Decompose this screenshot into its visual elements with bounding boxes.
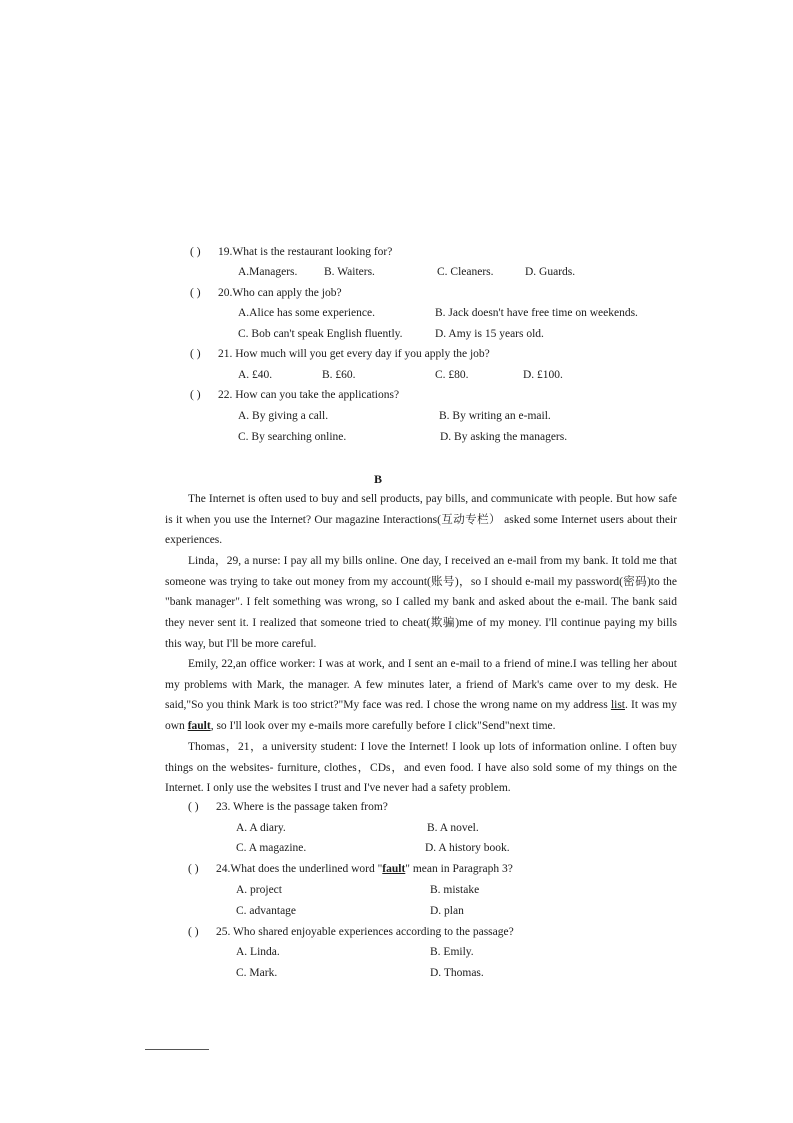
question-20 (190, 287, 342, 299)
option-b: B. Waiters. (324, 266, 375, 278)
answer-blank[interactable]: ( ) (190, 389, 201, 401)
question-stem: 25. Who shared enjoyable experiences according to the passage? (216, 926, 514, 938)
option-b: B. Jack doesn't have free time on weekends. (435, 307, 638, 319)
question-24 (188, 863, 513, 875)
paragraph-thomas: Thomas，21，a university student: I love the Internet! I look up lots of information online. I often buy things on the websites- furniture, clothes，CDs，and even food. I have also sold some of my things on the Internet. I only use the websites I trust and I've never had a safety problem. (165, 741, 677, 795)
emily-text-end: , so I'll look over my e-mails more carefully before I click"Send"next time. (210, 720, 556, 733)
question-stem: 22. How can you take the applications? (218, 389, 400, 401)
question-stem: 21. How much will you get every day if you apply the job? (218, 348, 490, 360)
emily-text-middle: . It was my own (165, 699, 678, 733)
option-d: D. Amy is 15 years old. (435, 328, 544, 340)
option-d: D. A history book. (425, 842, 510, 854)
option-d: D. plan (430, 905, 464, 917)
question-21 (190, 348, 490, 360)
option-a: A. A diary. (236, 822, 286, 834)
underlined-word-list: list (610, 699, 625, 712)
option-c: C. £80. (435, 369, 469, 381)
option-b: B. mistake (430, 884, 480, 896)
option-a: A.Managers. (238, 266, 298, 278)
option-d: D. Thomas. (430, 967, 484, 979)
question-stem: 20.Who can apply the job? (218, 287, 342, 299)
answer-blank[interactable]: ( ) (188, 863, 199, 875)
answer-blank[interactable]: ( ) (190, 287, 201, 299)
paragraph-emily (165, 654, 677, 737)
answer-blank[interactable]: ( ) (190, 348, 201, 360)
emily-text-start: Emily, 22,an office worker: I was at work, and I sent an e-mail to a friend of mine.I was telling her about my problems with Mark, the manager. A few minutes later, a friend of Mark's came over to my desk. He said,"So you think Mark is too strict?"My face was red. I chose the wrong name on my address (165, 658, 677, 712)
answer-blank[interactable]: ( ) (190, 246, 201, 258)
paragraph-intro: The Internet is often used to buy and sell products, pay bills, and communicate with people. But how safe is it when you use the Internet? Our magazine Interactions(互动专栏） asked some Internet users about their experiences. (165, 493, 677, 547)
option-c: C. advantage (236, 905, 297, 917)
option-b: B. Emily. (430, 946, 474, 958)
question-23 (188, 801, 388, 813)
underlined-word-fault: fault (187, 720, 211, 733)
option-c: C. Mark. (236, 967, 278, 979)
option-a: A.Alice has some experience. (238, 307, 375, 319)
option-a: A. £40. (238, 369, 273, 381)
question-stem: 23. Where is the passage taken from? (216, 801, 388, 813)
option-c: C. By searching online. (238, 431, 347, 443)
section-label: B (374, 472, 383, 486)
option-b: B. A novel. (427, 822, 479, 834)
option-a: A. By giving a call. (238, 410, 329, 422)
option-a: A. project (236, 884, 282, 896)
option-b: B. £60. (322, 369, 356, 381)
question-stem-end: " mean in Paragraph 3? (405, 863, 513, 875)
option-d: D. £100. (523, 369, 563, 381)
underlined-word-fault: fault (382, 863, 406, 875)
option-b: B. By writing an e-mail. (439, 410, 551, 422)
question-stem: 19.What is the restaurant looking for? (218, 246, 393, 258)
question-stem-start: 24.What does the underlined word " (216, 863, 383, 875)
answer-blank[interactable]: ( ) (188, 926, 199, 938)
option-c: C. Bob can't speak English fluently. (238, 328, 403, 340)
option-d: D. By asking the managers. (440, 431, 568, 443)
question-22 (190, 389, 399, 401)
footnote-rule (145, 1049, 209, 1050)
option-c: C. A magazine. (236, 842, 307, 854)
option-a: A. Linda. (236, 946, 280, 958)
paragraph-linda: Linda，29, a nurse: I pay all my bills online. One day, I received an e-mail from my bank. It told me that someone was trying to take out money from my account(账号)，so I should e-mail my password(密码)to the "bank manager". I felt something was wrong, so I called my bank and asked about the e-mail. The bank said they never sent it. I realized that someone tried to cheat(欺骗)me of my money. I'll continue paying my bills this way, but I'll be more careful. (165, 555, 677, 650)
answer-blank[interactable]: ( ) (188, 801, 199, 813)
question-25 (188, 926, 514, 938)
option-c: C. Cleaners. (437, 266, 494, 278)
question-19 (190, 246, 392, 258)
option-d: D. Guards. (525, 266, 576, 278)
